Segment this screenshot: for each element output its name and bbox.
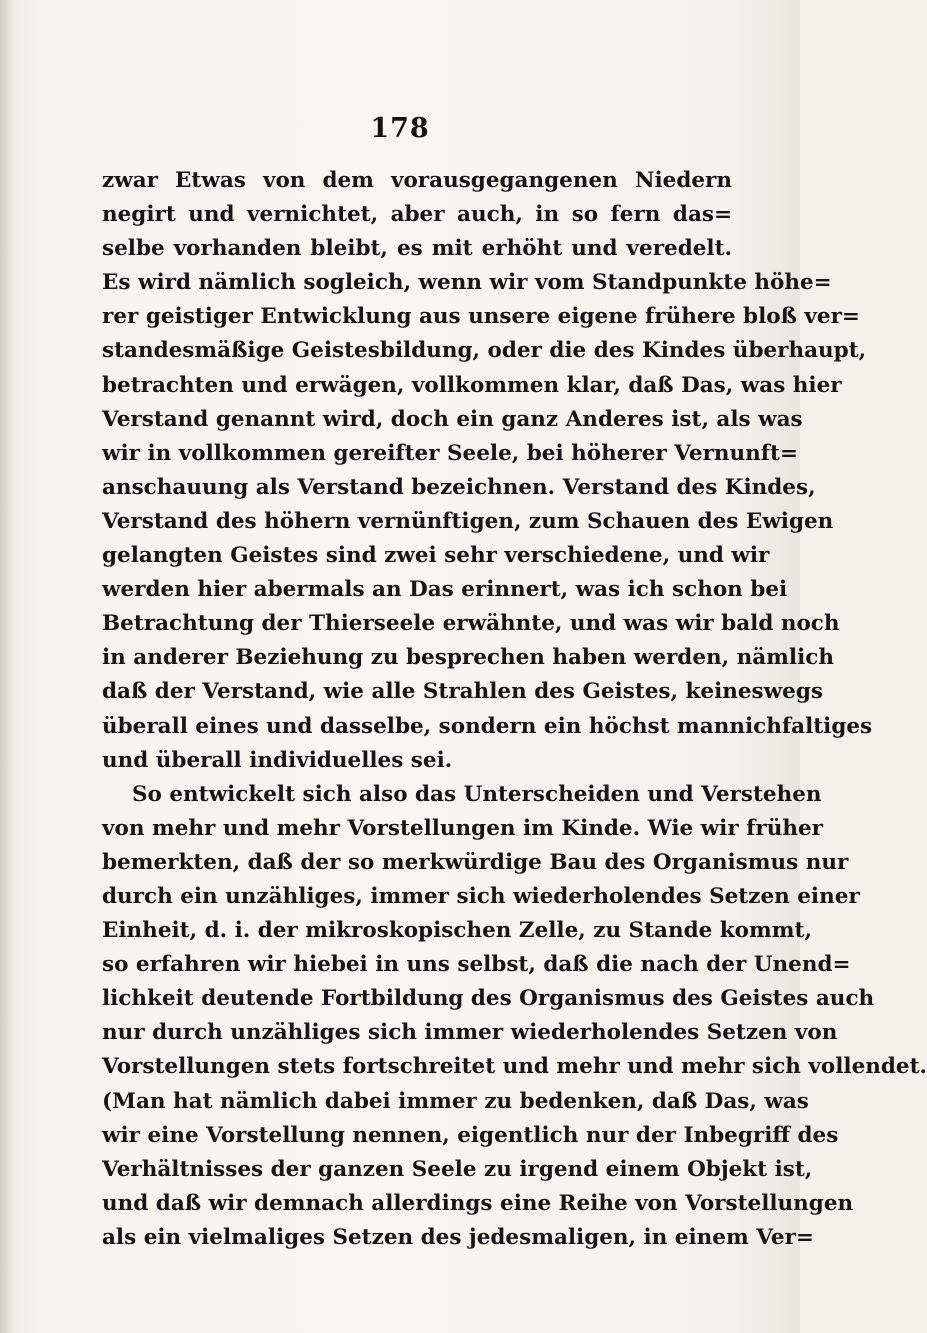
text-line: Verstand des höhern vernünftigen, zum Schauen des Ewigen	[102, 508, 834, 534]
page-edge-shadow	[0, 0, 14, 1333]
text-line: negirt und vernichtet, aber auch, in so fern das=	[102, 202, 732, 228]
text-line: selbe vorhanden bleibt, es mit erhöht und veredelt.	[102, 236, 732, 262]
text-line: Verstand genannt wird, doch ein ganz Anderes ist, als was	[102, 406, 803, 432]
text-line: zwar Etwas von dem vorausgegangenen Niedern	[102, 168, 732, 193]
text-line: von mehr und mehr Vorstellungen im Kinde. Wie wir früher	[102, 815, 823, 841]
page-number: 178	[370, 113, 430, 144]
text-line: anschauung als Verstand bezeichnen. Verstand des Kindes,	[102, 474, 816, 500]
text-line: (Man hat nämlich dabei immer zu bedenken, daß Das, was	[102, 1088, 809, 1114]
text-line: überall eines und dasselbe, sondern ein höchst mannichfaltiges	[102, 713, 873, 739]
text-line: Verhältnisses der ganzen Seele zu irgend einem Objekt ist,	[102, 1156, 813, 1182]
text-line: rer geistiger Entwicklung aus unsere eigene frühere bloß ver=	[102, 304, 860, 330]
text-line: als ein vielmaliges Setzen des jedesmaligen, in einem Ver=	[102, 1224, 814, 1250]
text-line: Einheit, d. i. der mikroskopischen Zelle, zu Stande kommt,	[102, 918, 812, 944]
paragraph-first-line: So entwickelt sich also das Unterscheiden und Verstehen	[132, 781, 822, 807]
text-line: in anderer Beziehung zu besprechen haben werden, nämlich	[102, 645, 834, 671]
text-line: und daß wir demnach allerdings eine Reihe von Vorstellungen	[102, 1190, 854, 1216]
text-line: Vorstellungen stets fortschreitet und mehr und mehr sich vollendet.	[102, 1054, 927, 1080]
text-line: und überall individuelles sei.	[102, 747, 453, 773]
text-line: bemerkten, daß der so merkwürdige Bau des Organismus nur	[102, 849, 849, 875]
text-line: durch ein unzähliges, immer sich wiederholendes Setzen einer	[102, 883, 860, 909]
text-line: wir in vollkommen gereifter Seele, bei höherer Vernunft=	[102, 440, 798, 466]
text-line: werden hier abermals an Das erinnert, was ich schon bei	[102, 577, 788, 603]
body-text	[102, 164, 927, 1255]
text-line: so erfahren wir hiebei in uns selbst, daß die nach der Unend=	[102, 952, 851, 978]
text-line: daß der Verstand, wie alle Strahlen des Geistes, keineswegs	[102, 679, 823, 705]
text-line: gelangten Geistes sind zwei sehr verschiedene, und wir	[102, 543, 770, 569]
text-line: betrachten und erwägen, vollkommen klar, daß Das, was hier	[102, 372, 842, 398]
text-line: Es wird nämlich sogleich, wenn wir vom Standpunkte höhe=	[102, 270, 832, 296]
text-line: standesmäßige Geistesbildung, oder die des Kindes überhaupt,	[102, 338, 867, 364]
text-line: Betrachtung der Thierseele erwähnte, und was wir bald noch	[102, 611, 840, 637]
text-line: nur durch unzähliges sich immer wiederholendes Setzen von	[102, 1020, 838, 1046]
text-line: wir eine Vorstellung nennen, eigentlich nur der Inbegriff des	[102, 1122, 839, 1148]
text-line: lichkeit deutende Fortbildung des Organismus des Geistes auch	[102, 986, 875, 1012]
